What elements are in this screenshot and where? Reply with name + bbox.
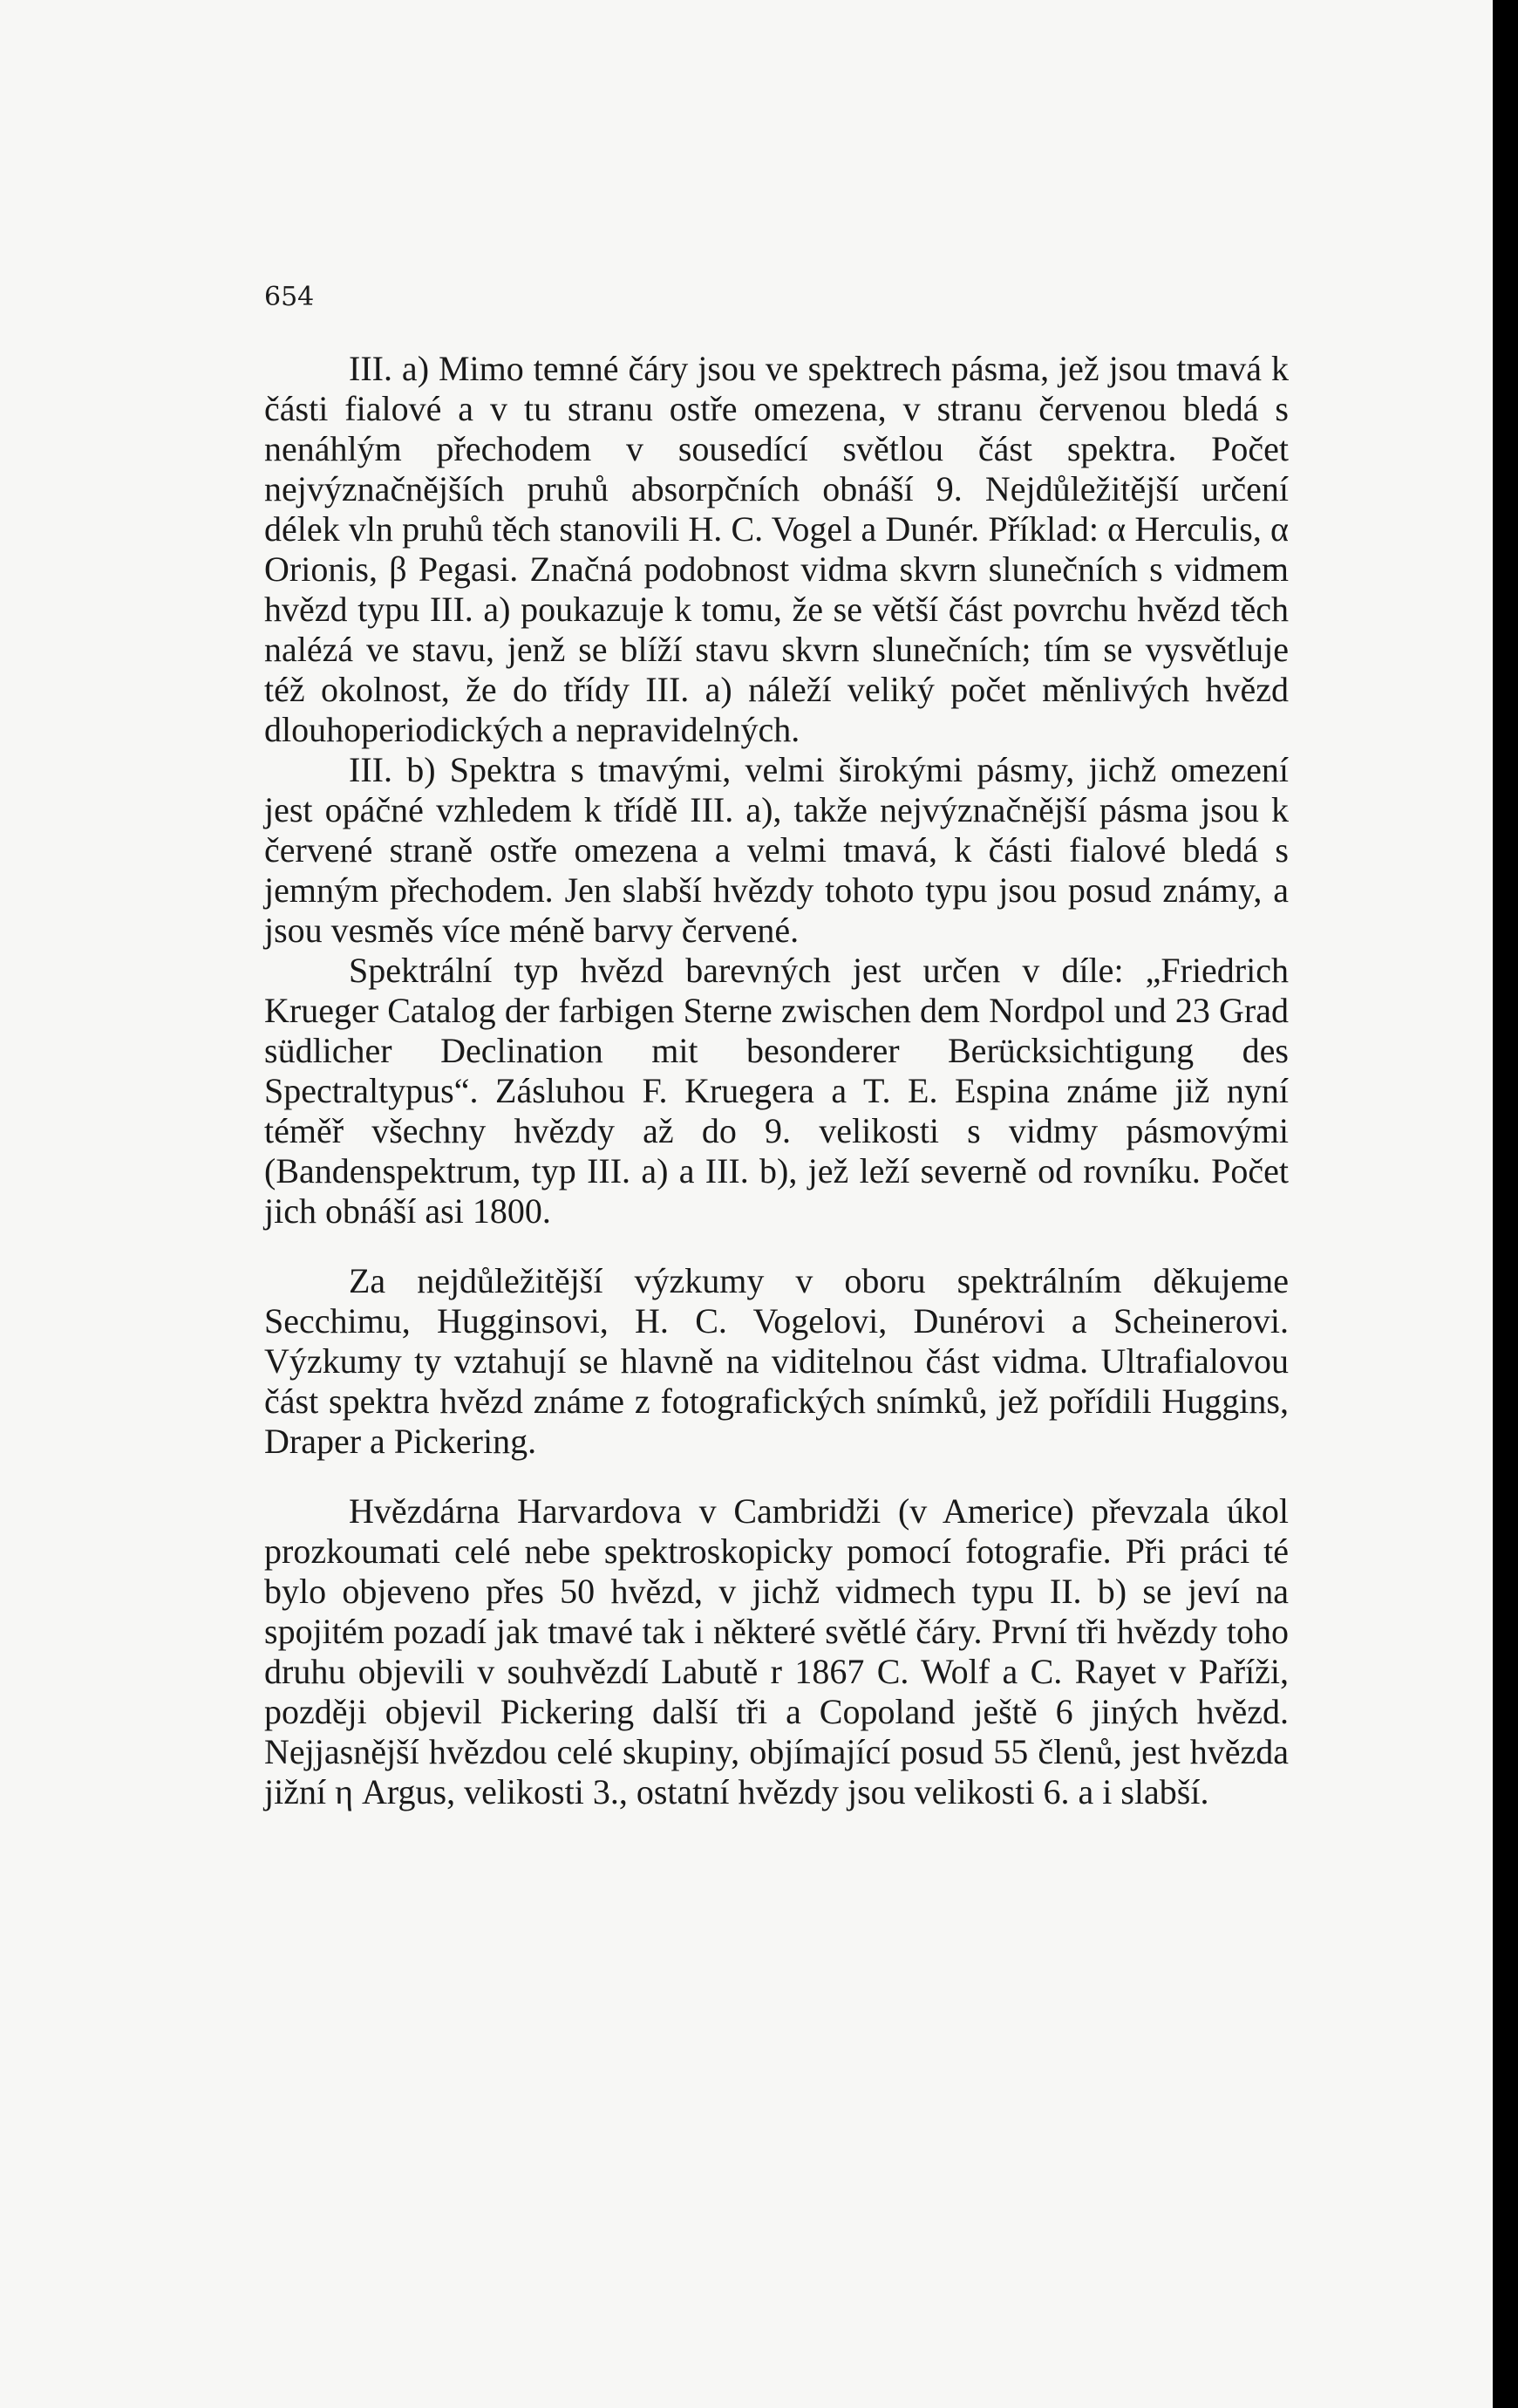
paragraph-harvard-observatory: Hvězdárna Harvardova v Cambridži (v Americe) převzala úkol prozkoumati celé nebe spektroskopicky pomocí fotografie. Při práci té bylo objeveno přes 50 hvězd, v jichž vidmech typu II. b) se jeví na spojitém pozadí jak tmavé tak i některé světlé čáry. První tři hvězdy toho druhu objevili v souhvězdí Labutě r 1867 C. Wolf a C. Rayet v Paříži, později objevil Pickering další tři a Copoland ještě 6 jiných hvězd. Nejjasnější hvězdou celé skupiny, objímající posud 55 členů, jest hvězda jižní η Argus, velikosti 3., ostatní hvězdy jsou velikosti 6. a i slabší. (264, 1491, 1289, 1811)
scan-border (1493, 0, 1518, 2408)
paragraph-colored-stars-catalog: Spektrální typ hvězd barevných jest určen v díle: „Friedrich Krueger Catalog der farbigen Sterne zwischen dem Nordpol und 23 Grad südlicher Declination mit besonderer Berücksichtigung des Spectraltypus“. Zásluhou F. Kruegera a T. E. Espina známe již nyní téměř všechny hvězdy až do 9. velikosti s vidmy pásmovými (Bandenspektrum, typ III. a) a III. b), jež leží severně od rovníku. Počet jich obnáší asi 1800. (264, 951, 1289, 1231)
paragraph-type-3b: III. b) Spektra s tmavými, velmi širokými pásmy, jichž omezení jest opáčné vzhledem k třídě III. a), takže nejvýznačnější pásma jsou k červené straně ostře omezena a velmi tmavá, k části fialové bledá s jemným přechodem. Jen slabší hvězdy tohoto typu jsou posud známy, a jsou vesměs více méně barvy červené. (264, 750, 1289, 950)
page-number: 654 (264, 282, 315, 312)
page-body (264, 349, 1289, 1812)
paragraph-research: Za nejdůležitější výzkumy v oboru spektrálním děkujeme Secchimu, Hugginsovi, H. C. Vogelovi, Dunérovi a Scheinerovi. Výzkumy ty vztahují se hlavně na viditelnou část vidma. Ultrafialovou část spektra hvězd známe z fotografických snímků, jež pořídili Huggins, Draper a Pickering. (264, 1261, 1289, 1461)
paragraph-type-3a: III. a) Mimo temné čáry jsou ve spektrech pásma, jež jsou tmavá k části fialové a v tu stranu ostře omezena, v stranu červenou bledá s nenáhlým přechodem v sousedící světlou část spektra. Počet nejvýznačnějších pruhů absorpčních obnáší 9. Nejdůležitější určení délek vln pruhů těch stanovili H. C. Vogel a Dunér. Příklad: α Herculis, α Orionis, β Pegasi. Značná podobnost vidma skvrn slunečních s vidmem hvězd typu III. a) poukazuje k tomu, že se větší část povrchu hvězd těch nalézá ve stavu, jenž se blíží stavu skvrn slunečních; tím se vysvětluje též okolnost, že do třídy III. a) náleží veliký počet měnlivých hvězd dlouhoperiodických a nepravidelných. (264, 349, 1289, 749)
